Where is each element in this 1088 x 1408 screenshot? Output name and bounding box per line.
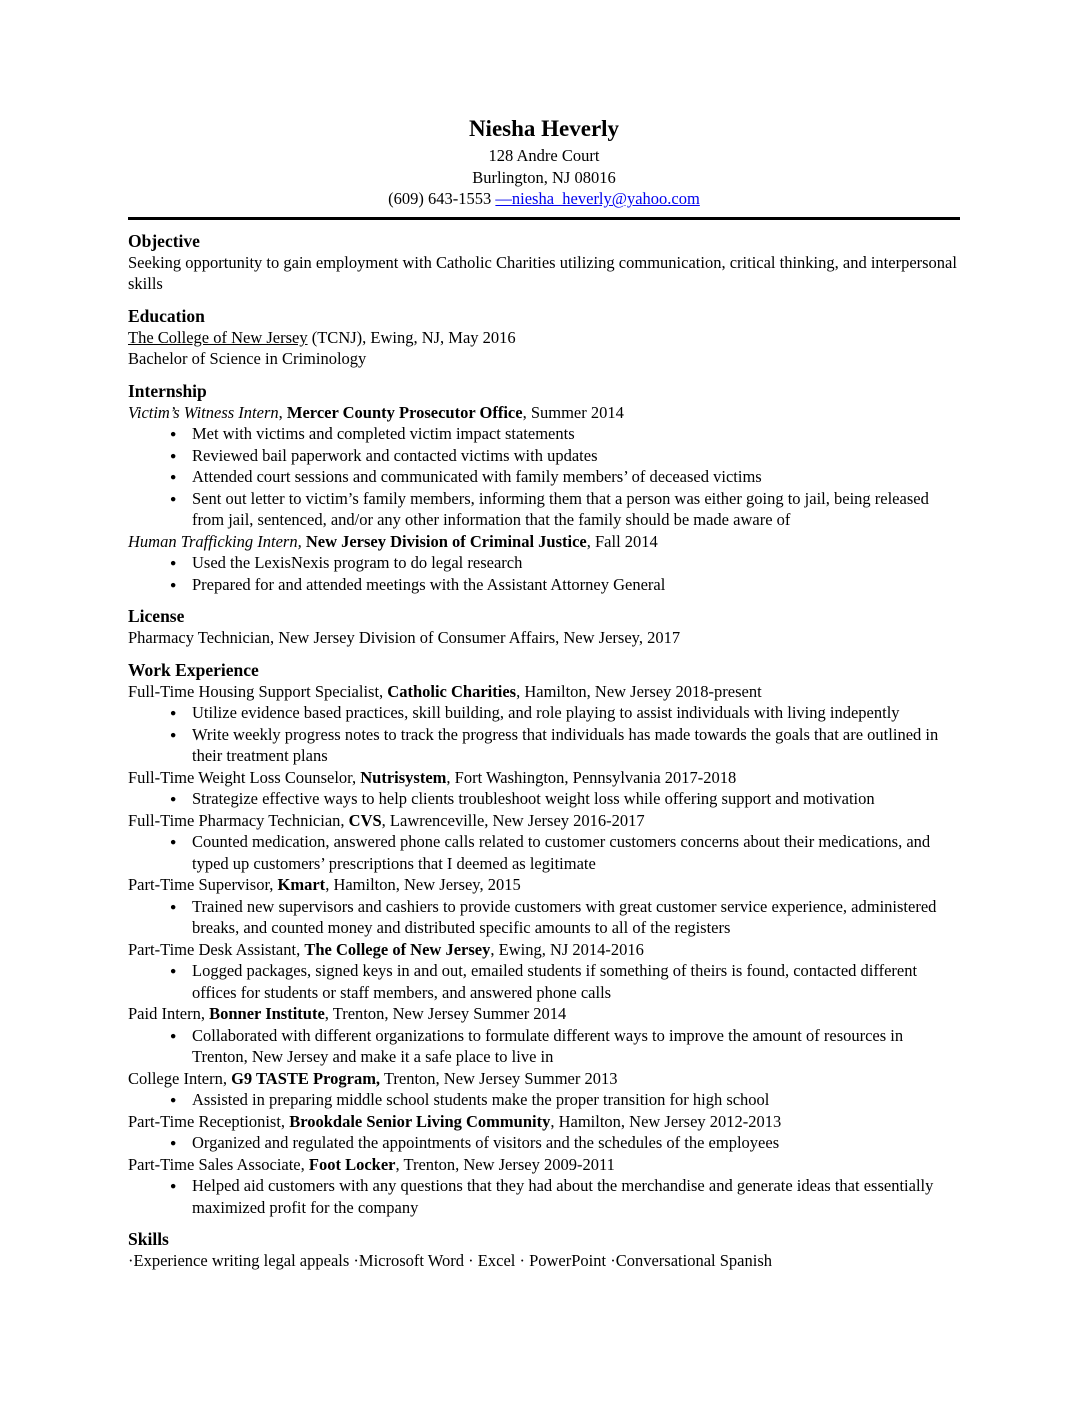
section-license (128, 605, 960, 649)
job-title-line (128, 1154, 960, 1176)
objective-text: Seeking opportunity to gain employment with Catholic Charities utilizing communication, critical thinking, and interpersonal skills (128, 252, 957, 294)
job-dates: , Hamilton, New Jersey, 2015 (325, 875, 521, 895)
job-bullets (128, 1025, 960, 1068)
role-org: Mercer County Prosecutor Office (286, 402, 523, 422)
bullet-item: ● Attended court sessions and communicated with family members’ of deceased victims (128, 466, 960, 488)
job-company: CVS (348, 810, 382, 830)
job-bullets (128, 896, 960, 939)
skills-heading: Skills (128, 1229, 169, 1250)
job-role: Paid Intern, (128, 1004, 210, 1024)
job-dates: , Hamilton, New Jersey 2018-present (516, 681, 762, 701)
bullet-item: ● Reviewed bail paperwork and contacted victims with updates (128, 445, 960, 467)
job-bullets (128, 960, 960, 1003)
contact-line (128, 188, 960, 210)
job-role: Full-Time Housing Support Specialist, (128, 681, 388, 701)
role-org: New Jersey Division of Criminal Justice (305, 531, 587, 551)
education-school-line (128, 327, 960, 349)
bullet-item: ● Met with victims and completed victim impact statements (128, 423, 960, 445)
job-role: Part-Time Sales Associate, (128, 1154, 309, 1174)
job-dates: Trenton, New Jersey Summer 2013 (380, 1068, 618, 1088)
job-company: Nutrisystem (360, 767, 447, 787)
address-line-1: 128 Andre Court (488, 146, 600, 166)
job-dates: , Hamilton, New Jersey 2012-2013 (550, 1111, 782, 1131)
resume-header (128, 116, 960, 210)
job-title-line (128, 767, 960, 789)
license-heading: License (128, 606, 185, 627)
email-link[interactable]: —niesha_heverly@yahoo.com (495, 189, 700, 209)
job-bullets (128, 831, 960, 874)
section-objective (128, 230, 960, 295)
internship-heading: Internship (128, 380, 207, 401)
bullet-item: ● Collaborated with different organizations to formulate different ways to improve the amount of resources in Trenton, New Jersey and make it a safe place to live in (128, 1025, 960, 1068)
job-company: The College of New Jersey (304, 939, 491, 959)
bullet-item: ● Logged packages, signed keys in and out, emailed students if something of theirs is found, contacted different offices for students or staff members, and answered phone calls (128, 960, 960, 1003)
job-role: Part-Time Desk Assistant, (128, 939, 305, 959)
job-title-line (128, 1003, 960, 1025)
work-heading: Work Experience (128, 659, 259, 680)
school-name: The College of New Jersey (128, 327, 308, 347)
bullet-item: ● Sent out letter to victim’s family members, informing them that a person was either going to jail, being released from jail, sentenced, and/or any other information that the family should be made aware of (128, 488, 960, 531)
job-bullets (128, 1175, 960, 1218)
job-title-line (128, 1068, 960, 1090)
bullet-item: ● Trained new supervisors and cashiers to provide customers with great customer service experience, administered breaks, and counted money and distributed specific amounts to all of the registers (128, 896, 960, 939)
bullet-item: ● Write weekly progress notes to track the progress that individuals has made towards the goals that are outlined in their treatment plans (128, 724, 960, 767)
bullet-item: ● Prepared for and attended meetings with the Assistant Attorney General (128, 574, 960, 596)
skills-text: ·Experience writing legal appeals ·Microsoft Word · Excel · PowerPoint ·Conversational Spanish (128, 1251, 772, 1271)
address-line-2: Burlington, NJ 08016 (472, 167, 616, 187)
role-dates: , Fall 2014 (586, 531, 658, 551)
section-internship (128, 380, 960, 596)
education-degree: Bachelor of Science in Criminology (128, 349, 367, 369)
role-title: Victim’s Witness Intern (128, 402, 279, 422)
license-text: Pharmacy Technician, New Jersey Division of Consumer Affairs, New Jersey, 2017 (128, 628, 681, 648)
job-role: Full-Time Pharmacy Technician, (128, 810, 349, 830)
internship-bullets (128, 423, 960, 531)
job-bullets (128, 1089, 960, 1111)
header-divider (128, 217, 960, 220)
job-bullets (128, 1132, 960, 1154)
job-title-line (128, 810, 960, 832)
bullet-item: ● Used the LexisNexis program to do legal research (128, 552, 960, 574)
job-dates: , Ewing, NJ 2014-2016 (490, 939, 644, 959)
bullet-item: ● Strategize effective ways to help clients troubleshoot weight loss while offering support and motivation (128, 788, 960, 810)
bullet-item: ● Organized and regulated the appointments of visitors and the schedules of the employees (128, 1132, 960, 1154)
school-details: (TCNJ), Ewing, NJ, May 2016 (307, 327, 516, 347)
job-title-line (128, 681, 960, 703)
job-title-line (128, 1111, 960, 1133)
section-skills (128, 1228, 960, 1272)
section-education (128, 305, 960, 370)
internship-role-line (128, 531, 960, 553)
job-company: Kmart (277, 875, 326, 895)
role-separator: , (278, 402, 287, 422)
bullet-item: ● Counted medication, answered phone calls related to customer customers concerns about their medications, and typed up customers’ prescriptions that I deemed as legitimate (128, 831, 960, 874)
bullet-item: ● Assisted in preparing middle school students make the proper transition for high school (128, 1089, 960, 1111)
job-dates: , Fort Washington, Pennsylvania 2017-2018 (446, 767, 737, 787)
role-title: Human Trafficking Intern, (128, 531, 302, 551)
job-bullets (128, 702, 960, 767)
job-role: College Intern, (128, 1068, 232, 1088)
objective-heading: Objective (128, 230, 200, 251)
candidate-name: Niesha Heverly (468, 116, 620, 141)
role-dates: , Summer 2014 (522, 402, 624, 422)
job-dates: , Lawrenceville, New Jersey 2016-2017 (381, 810, 645, 830)
section-work-experience (128, 659, 960, 1219)
job-title-line (128, 874, 960, 896)
job-role: Full-Time Weight Loss Counselor, (128, 767, 361, 787)
internship-bullets (128, 552, 960, 595)
job-dates: , Trenton, New Jersey Summer 2014 (324, 1004, 567, 1024)
bullet-item: ● Helped aid customers with any questions that they had about the merchandise and generate ideas that essentially maximized profit for the company (128, 1175, 960, 1218)
job-company: G9 TASTE Program, (231, 1068, 381, 1088)
job-dates: , Trenton, New Jersey 2009-2011 (395, 1154, 615, 1174)
job-company: Foot Locker (308, 1154, 396, 1174)
job-company: Brookdale Senior Living Community (289, 1111, 551, 1131)
phone-number: (609) 643-1553 (388, 189, 496, 209)
job-bullets (128, 788, 960, 810)
job-role: Part-Time Supervisor, (128, 875, 278, 895)
job-company: Catholic Charities (387, 681, 517, 701)
job-title-line (128, 939, 960, 961)
bullet-item: ● Utilize evidence based practices, skill building, and role playing to assist individuals with living indepently (128, 702, 960, 724)
education-heading: Education (128, 305, 205, 326)
job-company: Bonner Institute (209, 1004, 325, 1024)
internship-role-line (128, 402, 960, 424)
job-role: Part-Time Receptionist, (128, 1111, 290, 1131)
